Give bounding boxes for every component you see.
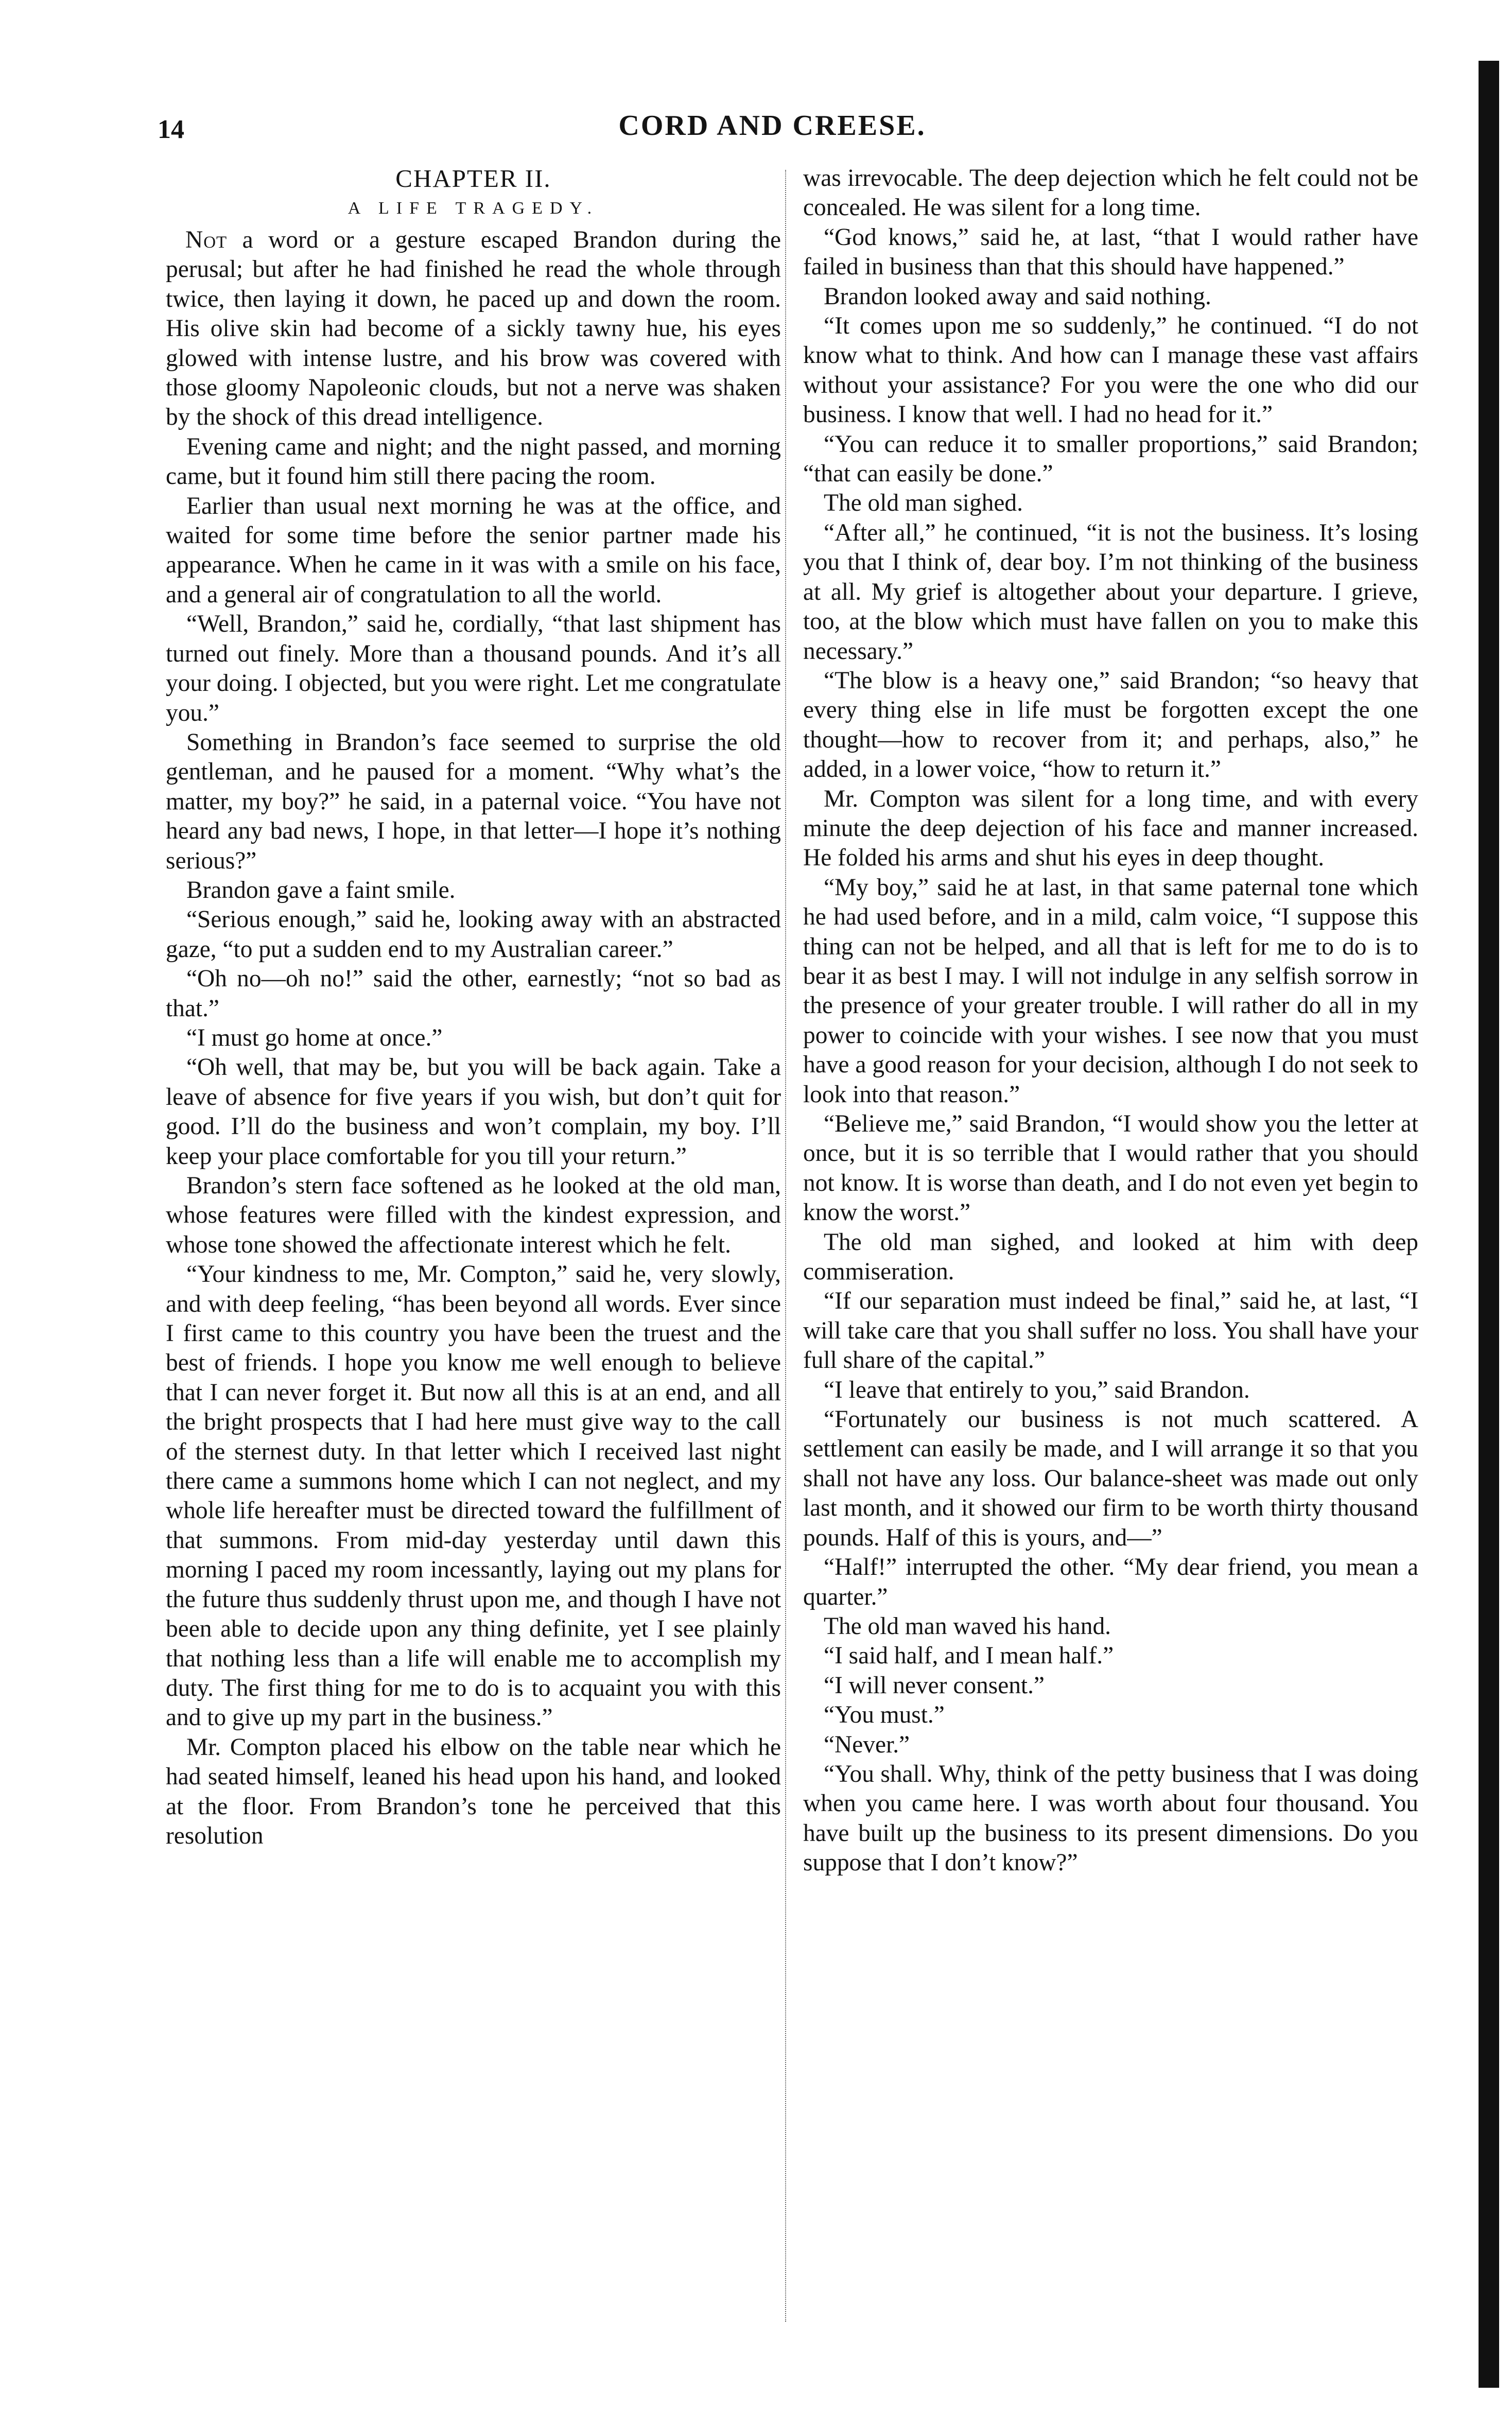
- continued-paragraph: was irrevocable. The deep dejection which he felt could not be concealed. He was silent for a long time.: [803, 165, 1418, 221]
- paragraph: “Serious enough,” said he, looking away with an abstracted gaze, “to put a sudden end to my Australian career.”: [166, 906, 781, 963]
- paragraph: “Believe me,” said Brandon, “I would show you the letter at once, but it is so terrible that I would rather that you should not know. It is worse than death, and I do not even yet begin to know the worst.”: [803, 1110, 1418, 1226]
- chapter-subtitle: A LIFE TRAGEDY.: [347, 199, 599, 218]
- paragraph: Brandon looked away and said nothing.: [824, 283, 1211, 310]
- paragraph: “Fortunately our business is not much scattered. A settlement can easily be made, and I will arrange it so that you shall not have any loss. Our balance-sheet was made out only last month, and it showed our firm to be worth thirty thousand pounds. Half of this is yours, and—”: [803, 1406, 1418, 1551]
- paragraph: “I will never consent.”: [824, 1672, 1045, 1699]
- paragraph: “God knows,” said he, at last, “that I would rather have failed in business than that this should have happened.”: [803, 223, 1418, 281]
- opening-paragraph: [166, 225, 781, 432]
- left-column: [166, 164, 781, 1851]
- paragraph: “Oh well, that may be, but you will be back again. Take a leave of absence for five years if you wish, but don’t quit for good. I’ll do the business and won’t complain, my boy. I’ll keep your place comfortable for you till your return.”: [166, 1054, 781, 1170]
- paragraph: “I must go home at once.”: [186, 1024, 443, 1051]
- paragraph: Something in Brandon’s face seemed to surprise the old gentleman, and he paused for a moment. “Why what’s the matter, my boy?” he said, in a paternal voice. “You have not heard any bad news, I hope, in that letter—I hope it’s nothing serious?”: [166, 728, 781, 874]
- scan-edge-shadow: [1479, 61, 1499, 2388]
- paragraph: “Well, Brandon,” said he, cordially, “that last shipment has turned out finely. More than a thousand pounds. And it’s all your doing. I objected, but you were right. Let me congratulate you.”: [166, 611, 781, 726]
- paragraph: “My boy,” said he at last, in that same paternal tone which he had used before, and in a mild, calm voice, “I suppose this thing can not be helped, and all that is left for me to do is to bear it as best I may. I will not indulge in any selfish sorrow in the presence of your greater trouble. I will rather do all in my power to coincide with your wishes. I see now that you must have a good reason for your decision, although I do not seek to look into that reason.”: [803, 874, 1418, 1108]
- paragraph: “Never.”: [824, 1731, 910, 1758]
- paragraph: “You can reduce it to smaller proportions,” said Brandon; “that can easily be done.”: [803, 430, 1418, 488]
- paragraph: Brandon gave a faint smile.: [186, 876, 456, 904]
- paragraph: “It comes upon me so suddenly,” he continued. “I do not know what to think. And how can I manage these vast affairs without your assistance? For you were the one who did our business. I know that well. I had no head for it.”: [803, 312, 1418, 428]
- running-title: CORD AND CREESE.: [618, 110, 926, 142]
- paragraph: The old man sighed, and looked at him with deep commiseration.: [803, 1228, 1418, 1286]
- paragraph: Earlier than usual next morning he was at the office, and waited for some time before the senior partner made his appearance. When he came in it was with a smile on his face, and a general air of congratulation to all the world.: [166, 492, 781, 608]
- paragraph: “I leave that entirely to you,” said Brandon.: [824, 1376, 1250, 1403]
- paragraph: The old man sighed.: [824, 490, 1023, 517]
- paragraph: “I said half, and I mean half.”: [824, 1642, 1114, 1670]
- paragraph: “After all,” he continued, “it is not the business. It’s losing you that I think of, dear boy. I’m not thinking of the business at all. My grief is altogether about your departure. I grieve, too, at the blow which must have fallen on you to make this necessary.”: [803, 519, 1418, 665]
- paragraph: “You must.”: [824, 1701, 945, 1729]
- paragraph: Evening came and night; and the night passed, and morning came, but it found him still there pacing the room.: [166, 433, 781, 490]
- paragraph: “If our separation must indeed be final,” said he, at last, “I will take care that you shall suffer no loss. You shall have your full share of the capital.”: [803, 1288, 1418, 1374]
- paragraph: “The blow is a heavy one,” said Brandon; “so heavy that every thing else in life must be forgotten except the one thought—how to recover from it; and perhaps, also,” he added, in a lower voice, “how to return it.”: [803, 667, 1418, 783]
- opening-text: a word or a gesture escaped Brandon during the perusal; but after he had finished he read the whole through twice, then laying it down, he paced up and down the room. His olive skin had become of a sickly tawny hue, his eyes glowed with intense lustre, and his brow was covered with those gloomy Napoleonic clouds, but not a nerve was shaken by the shock of this dread intelligence.: [166, 227, 781, 431]
- paragraph: “You shall. Why, think of the petty business that I was doing when you came here. I was worth about four thousand. You have built up the business to its present dimensions. Do you suppose that I don’t know?”: [803, 1760, 1418, 1877]
- column-divider: [785, 170, 787, 2322]
- paragraph: The old man waved his hand.: [824, 1612, 1111, 1640]
- chapter-title: CHAPTER II.: [395, 164, 551, 193]
- page-number: 14: [158, 115, 184, 144]
- paragraph: Mr. Compton placed his elbow on the table near which he had seated himself, leaned his head upon his hand, and looked at the floor. From Brandon’s tone he perceived that this resolution: [166, 1733, 781, 1849]
- paragraph: Brandon’s stern face softened as he looked at the old man, whose features were filled with the kindest expression, and whose tone showed the affectionate interest which he felt.: [166, 1172, 781, 1258]
- paragraph: “Your kindness to me, Mr. Compton,” said he, very slowly, and with deep feeling, “has been beyond all words. Ever since I first came to this country you have been the truest and the best of friends. I hope you know me well enough to believe that I can never forget it. But now all this is at an end, and all the bright prospects that I had here must give way to the call of the sternest duty. In that letter which I received last night there came a summons home which I can not neglect, and my whole life hereafter must be directed toward the fulfillment of that summons. From mid-day yesterday until dawn this morning I paced my room incessantly, laying out my plans for the future thus suddenly thrust upon me, and though I have not been able to decide upon any thing definite, yet I see plainly that nothing less than a life will enable me to accomplish my duty. The first thing for me to do is to acquaint you with this and to give up my part in the business.”: [166, 1261, 781, 1731]
- paragraph: “Oh no—oh no!” said the other, earnestly; “not so bad as that.”: [166, 965, 781, 1022]
- right-column: [803, 164, 1418, 1878]
- paragraph: “Half!” interrupted the other. “My dear friend, you mean a quarter.”: [803, 1554, 1418, 1610]
- paragraph: Mr. Compton was silent for a long time, and with every minute the deep dejection of his face and manner increased. He folded his arms and shut his eyes in deep thought.: [803, 785, 1418, 872]
- opening-small-caps: Not: [185, 227, 228, 253]
